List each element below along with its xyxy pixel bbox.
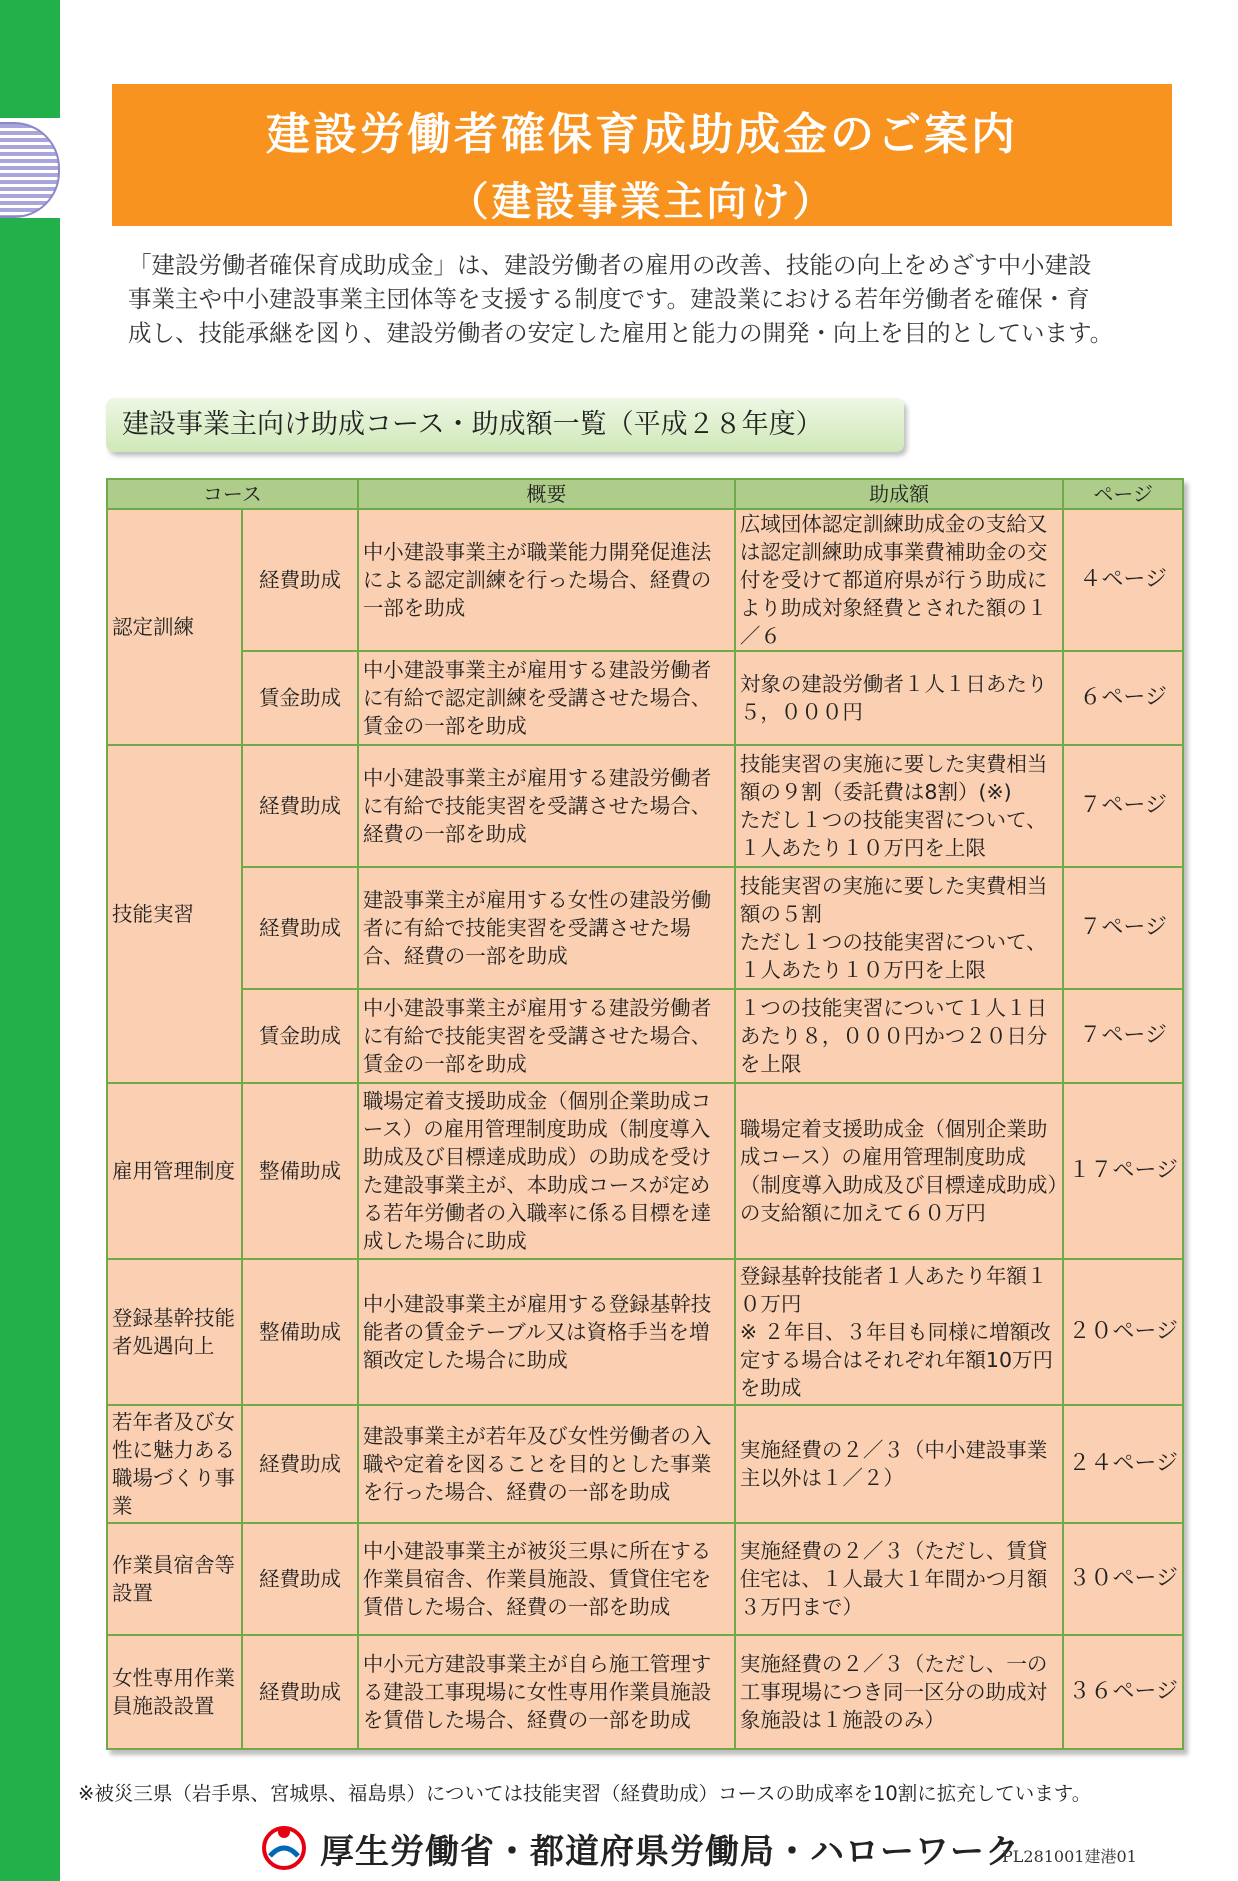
sub-type: 経費助成 [242,1523,358,1635]
intro-line: 事業主や中小建設事業主団体等を支援する制度です。建設業における若年労働者を確保・育 [128,285,1090,313]
table-row [107,651,1183,745]
amount-cell: 登録基幹技能者１人あたり年額１０万円 ※ ２年目、３年目も同様に増額改定する場合はそれぞれ年額10万円を助成 [735,1259,1063,1405]
table-header-row [107,479,1183,509]
table-row [107,1405,1183,1523]
title-banner [112,84,1172,226]
page-cell: ４ページ [1063,509,1183,651]
table-row [107,989,1183,1083]
summary-cell: 中小建設事業主が被災三県に所在する作業員宿舎、作業員施設、賃貸住宅を賃借した場合、経費の一部を助成 [358,1523,735,1635]
sub-type: 経費助成 [242,1635,358,1749]
organization-name: 厚生労働省・都道府県労働局・ハローワーク [320,1832,1020,1872]
header-amount: 助成額 [735,479,1063,509]
page-cell: １７ページ [1063,1083,1183,1259]
document-code: PL281001建港01 [1002,1847,1137,1866]
course-name: 技能実習 [107,745,242,1083]
summary-cell: 中小建設事業主が雇用する登録基幹技能者の賃金テーブル又は資格手当を増額改定した場合に助成 [358,1259,735,1405]
table-row [107,1259,1183,1405]
page-title: 建設労働者確保育成助成金のご案内 [266,109,1018,160]
intro-paragraph [128,248,1188,350]
summary-cell: 中小建設事業主が雇用する建設労働者に有給で技能実習を受講させた場合、経費の一部を助成 [358,745,735,867]
intro-line: 成し、技能承継を図り、建設労働者の安定した雇用と能力の開発・向上を目的としています。 [128,319,1114,347]
summary-cell: 建設事業主が若年及び女性労働者の入職や定着を図ることを目的とした事業を行った場合、経費の一部を助成 [358,1405,735,1523]
sub-type: 経費助成 [242,745,358,867]
summary-cell: 中小建設事業主が雇用する建設労働者に有給で認定訓練を受講させた場合、賃金の一部を助成 [358,651,735,745]
page-cell: ７ページ [1063,867,1183,989]
summary-cell: 建設事業主が雇用する女性の建設労働者に有給で技能実習を受講させた場合、経費の一部を助成 [358,867,735,989]
table-row [107,745,1183,867]
amount-cell: 対象の建設労働者１人１日あたり５，０００円 [735,651,1063,745]
course-name: 登録基幹技能者処遇向上 [107,1259,242,1405]
table-row [107,1523,1183,1635]
table-row [107,1635,1183,1749]
amount-cell: 実施経費の２／３（中小建設事業主以外は１／２） [735,1405,1063,1523]
page-cell: ２４ページ [1063,1405,1183,1523]
header-page: ページ [1063,479,1183,509]
header-course: コース [107,479,358,509]
course-name: 雇用管理制度 [107,1083,242,1259]
sub-type: 整備助成 [242,1259,358,1405]
amount-cell: 広域団体認定訓練助成金の支給又は認定訓練助成事業費補助金の交付を受けて都道府県が行う助成により助成対象経費とされた額の１／６ [735,509,1063,651]
course-name: 作業員宿舎等設置 [107,1523,242,1635]
sub-type: 賃金助成 [242,651,358,745]
course-name: 女性専用作業員施設設置 [107,1635,242,1749]
page-cell: ２０ページ [1063,1259,1183,1405]
table-row [107,1083,1183,1259]
page-cell: ６ページ [1063,651,1183,745]
amount-cell: 実施経費の２／３（ただし、賃貸住宅は、１人最大１年間かつ月額３万円まで） [735,1523,1063,1635]
sub-type: 整備助成 [242,1083,358,1259]
sub-type: 経費助成 [242,509,358,651]
section-title: 建設事業主向け助成コース・助成額一覧（平成２８年度） [106,398,904,452]
summary-cell: 中小建設事業主が雇用する建設労働者に有給で技能実習を受講させた場合、賃金の一部を助成 [358,989,735,1083]
amount-cell: 実施経費の２／３（ただし、一の工事現場につき同一区分の助成対象施設は１施設のみ） [735,1635,1063,1749]
page-cell: ７ページ [1063,745,1183,867]
mhlw-logo-icon [260,1822,308,1872]
amount-cell: １つの技能実習について１人１日あたり８，０００円かつ２０日分を上限 [735,989,1063,1083]
course-name: 認定訓練 [107,509,242,745]
header-summary: 概要 [358,479,735,509]
footnote: ※被災三県（岩手県、宮城県、福島県）については技能実習（経費助成）コースの助成率を10割に拡充しています。 [78,1782,1092,1805]
amount-cell: 技能実習の実施に要した実費相当額の５割 ただし１つの技能実習について、１人あたり１０万円を上限 [735,867,1063,989]
summary-cell: 職場定着支援助成金（個別企業助成コース）の雇用管理制度助成（制度導入助成及び目標達成助成）の助成を受けた建設事業主が、本助成コースが定める若年労働者の入職率に係る目標を達成した場合に助成 [358,1083,735,1259]
page-subtitle: （建設事業主向け） [448,179,836,225]
amount-cell: 技能実習の実施に要した実費相当額の９割（委託費は8割）(※) ただし１つの技能実習について、１人あたり１０万円を上限 [735,745,1063,867]
subsidy-table [106,478,1184,1750]
table-row [107,509,1183,651]
course-name: 若年者及び女性に魅力ある職場づくり事業 [107,1405,242,1523]
summary-cell: 中小元方建設事業主が自ら施工管理する建設工事現場に女性専用作業員施設を賃借した場合、経費の一部を助成 [358,1635,735,1749]
table-row [107,867,1183,989]
sub-type: 経費助成 [242,867,358,989]
intro-line: 「建設労働者確保育成助成金」は、建設労働者の雇用の改善、技能の向上をめざす中小建設 [128,251,1092,279]
left-green-bar [0,0,60,1881]
amount-cell: 職場定着支援助成金（個別企業助成コース）の雇用管理制度助成（制度導入助成及び目標達成助成）の支給額に加えて６０万円 [735,1083,1063,1259]
page-cell: ３６ページ [1063,1635,1183,1749]
page-cell: ７ページ [1063,989,1183,1083]
sub-type: 賃金助成 [242,989,358,1083]
footer [260,1822,1160,1872]
page-cell: ３０ページ [1063,1523,1183,1635]
sub-type: 経費助成 [242,1405,358,1523]
summary-cell: 中小建設事業主が職業能力開発促進法による認定訓練を行った場合、経費の一部を助成 [358,509,735,651]
